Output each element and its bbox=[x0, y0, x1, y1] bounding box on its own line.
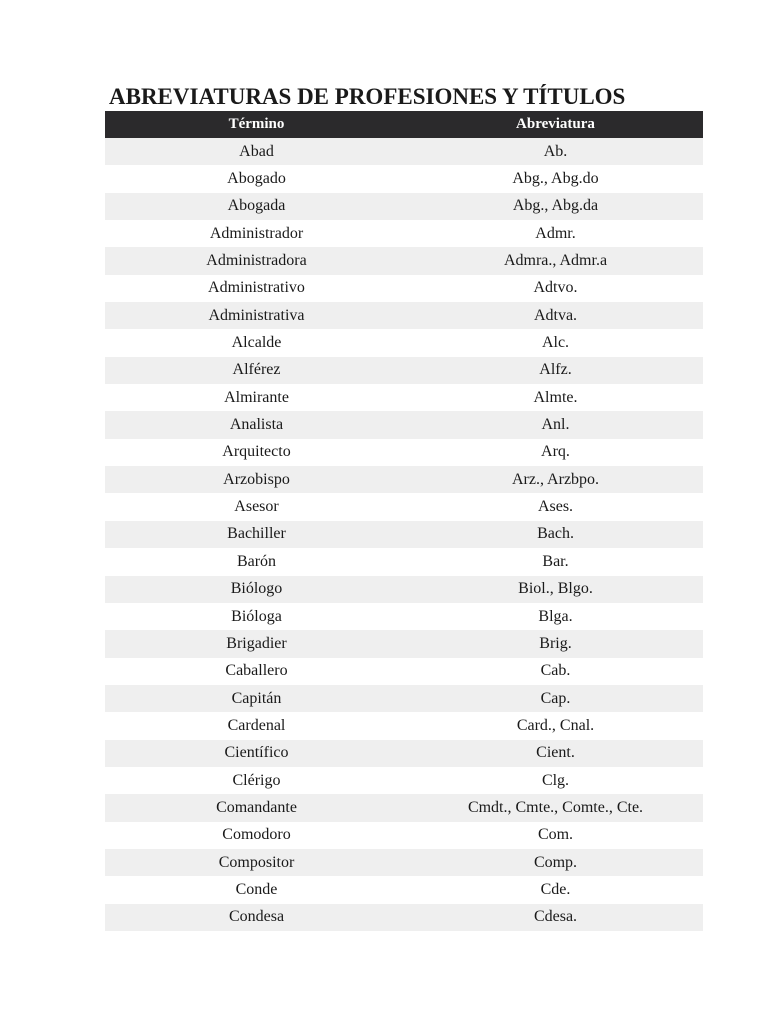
table-row bbox=[105, 904, 703, 931]
table-row bbox=[105, 493, 703, 520]
abbreviation-cell: Alfz. bbox=[408, 357, 703, 384]
abbreviation-cell: Cdesa. bbox=[408, 904, 703, 931]
term-cell: Científico bbox=[105, 740, 408, 767]
table-body bbox=[105, 138, 703, 931]
term-cell: Capitán bbox=[105, 685, 408, 712]
abbreviation-cell: Alc. bbox=[408, 329, 703, 356]
table-row bbox=[105, 822, 703, 849]
table-row bbox=[105, 712, 703, 739]
term-cell: Almirante bbox=[105, 384, 408, 411]
term-cell: Conde bbox=[105, 876, 408, 903]
term-cell: Abogada bbox=[105, 193, 408, 220]
table-row bbox=[105, 849, 703, 876]
term-cell: Alcalde bbox=[105, 329, 408, 356]
abbreviation-cell: Blga. bbox=[408, 603, 703, 630]
term-cell: Arquitecto bbox=[105, 439, 408, 466]
table-row bbox=[105, 302, 703, 329]
table-row bbox=[105, 466, 703, 493]
term-cell: Abad bbox=[105, 138, 408, 165]
term-cell: Bióloga bbox=[105, 603, 408, 630]
abbreviation-cell: Com. bbox=[408, 822, 703, 849]
abbreviation-cell: Arz., Arzbpo. bbox=[408, 466, 703, 493]
term-cell: Administrativo bbox=[105, 275, 408, 302]
term-cell: Abogado bbox=[105, 165, 408, 192]
abbreviation-cell: Bar. bbox=[408, 548, 703, 575]
table-row bbox=[105, 138, 703, 165]
abbreviation-cell: Cmdt., Cmte., Comte., Cte. bbox=[408, 794, 703, 821]
abbreviation-cell: Comp. bbox=[408, 849, 703, 876]
term-cell: Comandante bbox=[105, 794, 408, 821]
abbreviations-table bbox=[105, 111, 703, 931]
term-cell: Administradora bbox=[105, 247, 408, 274]
term-cell: Condesa bbox=[105, 904, 408, 931]
abbreviation-cell: Arq. bbox=[408, 439, 703, 466]
term-cell: Alférez bbox=[105, 357, 408, 384]
table-row bbox=[105, 411, 703, 438]
term-cell: Comodoro bbox=[105, 822, 408, 849]
abbreviation-cell: Clg. bbox=[408, 767, 703, 794]
table-row bbox=[105, 603, 703, 630]
abbreviation-cell: Bach. bbox=[408, 521, 703, 548]
term-cell: Cardenal bbox=[105, 712, 408, 739]
term-cell: Administrativa bbox=[105, 302, 408, 329]
term-cell: Asesor bbox=[105, 493, 408, 520]
abbreviation-cell: Card., Cnal. bbox=[408, 712, 703, 739]
term-cell: Biólogo bbox=[105, 576, 408, 603]
table-row bbox=[105, 247, 703, 274]
table-row bbox=[105, 275, 703, 302]
abbreviation-cell: Ab. bbox=[408, 138, 703, 165]
table-row bbox=[105, 658, 703, 685]
table-row bbox=[105, 329, 703, 356]
term-cell: Barón bbox=[105, 548, 408, 575]
table-row bbox=[105, 794, 703, 821]
term-cell: Clérigo bbox=[105, 767, 408, 794]
abbreviation-cell: Biol., Blgo. bbox=[408, 576, 703, 603]
abbreviation-cell: Abg., Abg.da bbox=[408, 193, 703, 220]
table-row bbox=[105, 220, 703, 247]
abbreviation-cell: Ases. bbox=[408, 493, 703, 520]
table-row bbox=[105, 740, 703, 767]
term-cell: Caballero bbox=[105, 658, 408, 685]
table-row bbox=[105, 548, 703, 575]
term-cell: Compositor bbox=[105, 849, 408, 876]
table-row bbox=[105, 876, 703, 903]
table-row bbox=[105, 439, 703, 466]
abbreviation-cell: Abg., Abg.do bbox=[408, 165, 703, 192]
abbreviation-cell: Cient. bbox=[408, 740, 703, 767]
table-row bbox=[105, 630, 703, 657]
term-cell: Brigadier bbox=[105, 630, 408, 657]
table-row bbox=[105, 165, 703, 192]
term-cell: Analista bbox=[105, 411, 408, 438]
abbreviation-cell: Almte. bbox=[408, 384, 703, 411]
abbreviation-cell: Admra., Admr.a bbox=[408, 247, 703, 274]
table-row bbox=[105, 576, 703, 603]
abbreviation-cell: Adtvo. bbox=[408, 275, 703, 302]
page-title: ABREVIATURAS DE PROFESIONES Y TÍTULOS bbox=[109, 84, 626, 109]
abbreviation-cell: Adtva. bbox=[408, 302, 703, 329]
table-header-row bbox=[105, 111, 703, 138]
abbreviation-cell: Cap. bbox=[408, 685, 703, 712]
table-row bbox=[105, 384, 703, 411]
abbreviation-cell: Brig. bbox=[408, 630, 703, 657]
abbreviation-cell: Admr. bbox=[408, 220, 703, 247]
table-row bbox=[105, 521, 703, 548]
term-cell: Bachiller bbox=[105, 521, 408, 548]
term-cell: Administrador bbox=[105, 220, 408, 247]
term-cell: Arzobispo bbox=[105, 466, 408, 493]
column-header-term: Término bbox=[105, 111, 408, 138]
table-row bbox=[105, 767, 703, 794]
abbreviation-cell: Cde. bbox=[408, 876, 703, 903]
abbreviation-cell: Cab. bbox=[408, 658, 703, 685]
table-row bbox=[105, 357, 703, 384]
abbreviation-cell: Anl. bbox=[408, 411, 703, 438]
table-row bbox=[105, 193, 703, 220]
table-row bbox=[105, 685, 703, 712]
column-header-abbreviation: Abreviatura bbox=[408, 111, 703, 138]
